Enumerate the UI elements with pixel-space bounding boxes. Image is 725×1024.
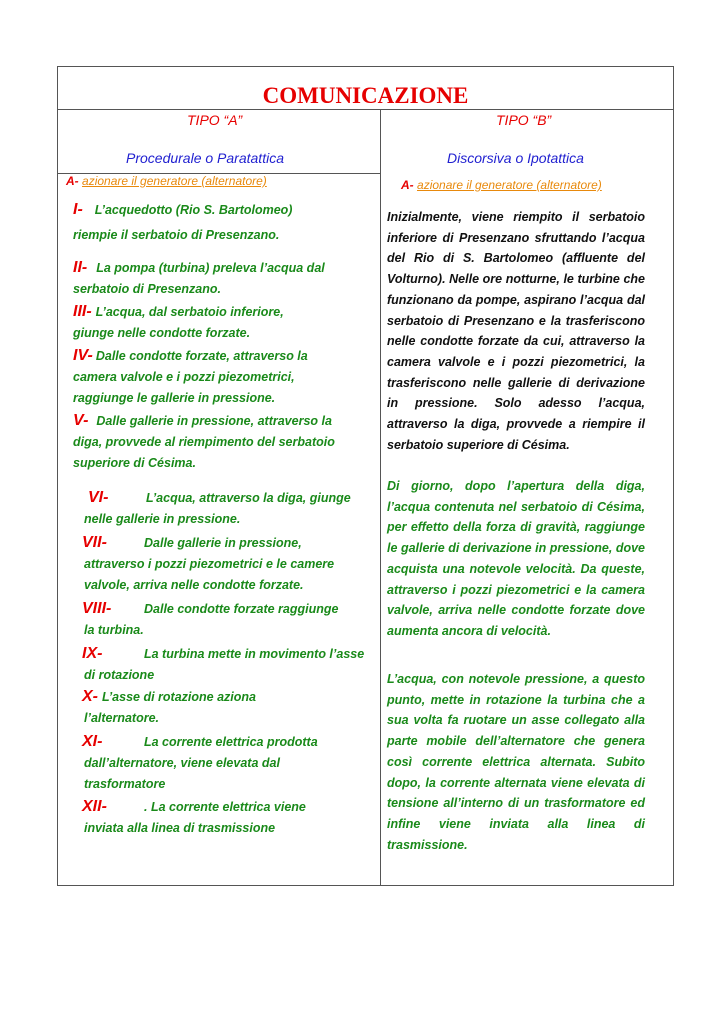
step-12	[82, 796, 306, 839]
step-8	[82, 598, 338, 641]
step-number: VIII-	[82, 600, 112, 617]
step-4	[73, 345, 308, 409]
step-10	[82, 686, 256, 729]
step-line: inviata alla linea di trasmissione	[84, 821, 276, 835]
step-line: giunge nelle condotte forzate.	[73, 326, 251, 340]
step-line: Dalle gallerie in pressione,	[144, 536, 302, 550]
col-b-paragraph-day: Di giorno, dopo l’apertura della diga, l’acqua contenuta nel serbatoio di Césima, per effetto della forza di gravità, raggiunge le gallerie di derivazione in pressione, dove acquista una notevole velocità. Da queste, attraverso i pozzi piezometrici e la camera valvole, arriva nelle condotte forzate dove aumenta ancora di velocità.	[387, 479, 645, 638]
col-b-action-label	[401, 178, 602, 192]
step-line: trasformatore	[84, 777, 166, 791]
col-b-paragraph-night: Inizialmente, viene riempito il serbatoio inferiore di Presenzano sfruttando l’acqua del Rio di S. Bartolomeo (affluente del Volturno). Nelle ore notturne, le turbine che funzionano da pompe, aspirano l’acqua dal serbatoio di Presenzano e la trasferiscono nelle condotte forzate da cui, attraverso la camera valvole e i pozzi piezometrici, la trasferiscono nelle gallerie di derivazione in pressione. Solo adesso l’acqua, attraverso la diga, provvede a riempire il serbatoio superiore di Césima.	[387, 210, 645, 452]
step-1	[73, 199, 292, 246]
column-divider	[380, 110, 381, 886]
step-number: VI-	[88, 489, 109, 506]
step-line: diga, provvede al riempimento del serbatoio	[73, 435, 335, 449]
step-line: raggiunge le gallerie in pressione.	[73, 391, 276, 405]
col-b-subtitle: Discorsiva o Ipotattica	[447, 150, 584, 166]
step-line: Dalle condotte forzate raggiunge	[144, 602, 339, 616]
step-line: La turbina mette in movimento l’asse	[144, 647, 365, 661]
step-line: L’acquedotto (Rio S. Bartolomeo)	[94, 203, 293, 217]
col-b-action-link[interactable]: azionare il generatore (alternatore)	[417, 178, 602, 192]
col-a-tipo: TIPO “A”	[187, 112, 243, 128]
step-line: L’asse di rotazione aziona	[102, 690, 256, 704]
step-3	[73, 301, 284, 344]
step-line: attraverso i pozzi piezometrici e le camere	[84, 557, 335, 571]
step-number: XII-	[82, 798, 107, 815]
step-line: Dalle gallerie in pressione, attraverso la	[96, 414, 332, 428]
step-line: L’acqua, dal serbatoio inferiore,	[95, 305, 284, 319]
col-a-action-link[interactable]: azionare il generatore (alternatore)	[82, 174, 267, 188]
title-row	[58, 67, 673, 110]
step-number: IX-	[82, 645, 103, 662]
step-6	[86, 487, 351, 530]
step-9	[82, 643, 364, 686]
step-line: la turbina.	[84, 623, 144, 637]
step-2	[73, 257, 325, 300]
step-11	[82, 731, 318, 795]
step-line: L’acqua, attraverso la diga, giunge	[146, 491, 351, 505]
col-a-subtitle: Procedurale o Paratattica	[126, 150, 284, 166]
step-line: La pompa (turbina) preleva l’acqua dal	[96, 261, 325, 275]
step-number: I-	[73, 201, 83, 218]
step-number: III-	[73, 303, 92, 320]
step-line: camera valvole e i pozzi piezometrici,	[73, 370, 295, 384]
step-line: Dalle condotte forzate, attraverso la	[95, 349, 308, 363]
step-line: serbatoio di Presenzano.	[73, 282, 221, 296]
step-line: nelle gallerie in pressione.	[84, 512, 241, 526]
col-a-action-label	[66, 174, 267, 188]
step-number: II-	[73, 259, 88, 276]
step-5	[73, 410, 335, 474]
col-b-tipo: TIPO “B”	[496, 112, 552, 128]
step-7	[82, 532, 334, 596]
step-number: IV-	[73, 347, 93, 364]
step-line: La corrente elettrica prodotta	[144, 735, 318, 749]
step-line: dall’alternatore, viene elevata dal	[84, 756, 280, 770]
col-b-action-prefix: A-	[401, 178, 414, 192]
step-line: valvole, arriva nelle condotte forzate.	[84, 578, 304, 592]
step-line: . La corrente elettrica viene	[144, 800, 306, 814]
step-number: V-	[73, 412, 89, 429]
page-title: COMUNICAZIONE	[262, 83, 469, 108]
step-number: XI-	[82, 733, 103, 750]
step-line: l’alternatore.	[84, 711, 160, 725]
step-line: riempie il serbatoio di Presenzano.	[73, 228, 280, 242]
step-line: superiore di Césima.	[73, 456, 196, 470]
step-number: VII-	[82, 534, 107, 551]
step-number: X-	[82, 688, 98, 705]
col-b-paragraph-generation: L’acqua, con notevole pressione, a questo punto, mette in rotazione la turbina che a sua volta fa ruotare un asse collegato alla parte mobile dell’alternatore che genera così corrente elettrica alternata. Subito dopo, la corrente alternata viene elevata di tensione all’interno di un trasformatore ed infine viene inviata alla linea di trasmissione.	[387, 672, 645, 852]
col-a-action-prefix: A-	[66, 174, 79, 188]
step-line: di rotazione	[84, 668, 155, 682]
